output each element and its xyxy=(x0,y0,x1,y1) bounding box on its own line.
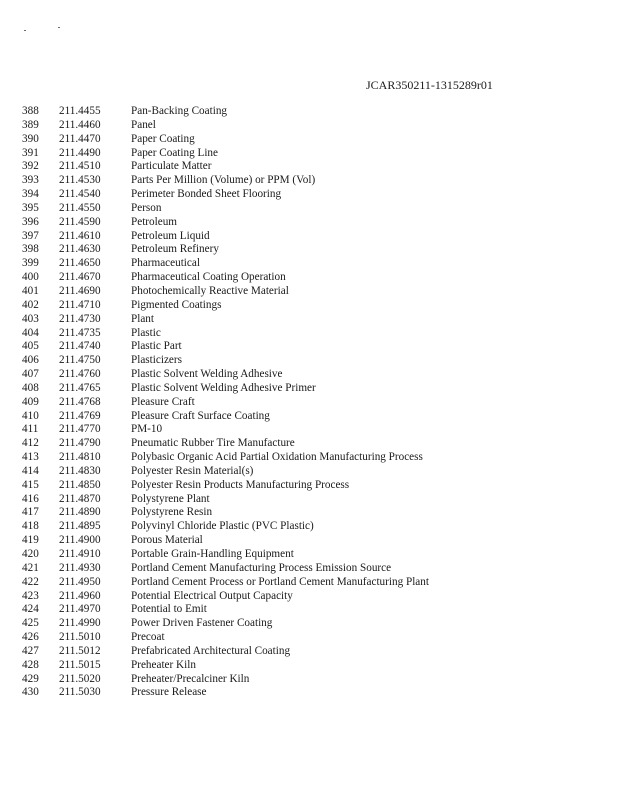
defined-term: Prefabricated Architectural Coating xyxy=(131,644,291,657)
row-number: 394 xyxy=(22,188,39,201)
defined-term: Preheater/Precalciner Kiln xyxy=(131,672,250,685)
list-item xyxy=(22,451,602,465)
defined-term: Parts Per Million (Volume) or PPM (Vol) xyxy=(131,174,316,187)
row-number: 414 xyxy=(22,464,39,477)
list-item xyxy=(22,368,602,382)
list-item xyxy=(22,437,602,451)
row-number: 418 xyxy=(22,520,39,533)
defined-term: Petroleum Refinery xyxy=(131,243,219,256)
section-number: 211.4735 xyxy=(59,326,101,339)
row-number: 425 xyxy=(22,617,39,630)
section-number: 211.4930 xyxy=(59,561,101,574)
section-number: 211.4740 xyxy=(59,340,101,353)
list-item xyxy=(22,188,602,202)
defined-term: Pharmaceutical Coating Operation xyxy=(131,271,286,284)
list-item xyxy=(22,548,602,562)
section-number: 211.4690 xyxy=(59,284,101,297)
list-item xyxy=(22,479,602,493)
row-number: 411 xyxy=(22,423,39,436)
defined-term: Pan-Backing Coating xyxy=(131,105,228,117)
section-number: 211.4710 xyxy=(59,298,101,311)
section-number: 211.4970 xyxy=(59,603,101,616)
list-item xyxy=(22,410,602,424)
row-number: 415 xyxy=(22,478,39,491)
row-number: 398 xyxy=(22,243,39,256)
section-number: 211.4830 xyxy=(59,464,101,477)
section-number: 211.4870 xyxy=(59,492,101,505)
defined-term: Potential Electrical Output Capacity xyxy=(131,589,293,602)
defined-term: Polyester Resin Material(s) xyxy=(131,464,254,477)
row-number: 390 xyxy=(22,132,39,145)
list-item xyxy=(22,562,602,576)
defined-term: Paper Coating Line xyxy=(131,146,218,159)
scan-speck xyxy=(24,30,26,31)
list-item xyxy=(22,216,602,230)
row-number: 403 xyxy=(22,312,39,325)
list-item xyxy=(22,285,602,299)
list-item xyxy=(22,534,602,548)
section-number: 211.4550 xyxy=(59,201,101,214)
section-number: 211.4790 xyxy=(59,437,101,450)
row-number: 417 xyxy=(22,506,39,519)
defined-term: Porous Material xyxy=(131,534,203,547)
row-number: 429 xyxy=(22,672,39,685)
defined-term: Photochemically Reactive Material xyxy=(131,284,289,297)
section-number: 211.4530 xyxy=(59,174,101,187)
defined-term: Polybasic Organic Acid Partial Oxidation Manufacturing Process xyxy=(131,451,423,464)
defined-term: Power Driven Fastener Coating xyxy=(131,617,273,630)
list-item xyxy=(22,257,602,271)
list-item xyxy=(22,465,602,479)
list-item xyxy=(22,230,602,244)
row-number: 421 xyxy=(22,561,39,574)
list-item xyxy=(22,576,602,590)
list-item xyxy=(22,299,602,313)
defined-term: Preheater Kiln xyxy=(131,658,196,671)
row-number: 410 xyxy=(22,409,39,422)
row-number: 399 xyxy=(22,257,39,270)
section-number: 211.4460 xyxy=(59,118,101,131)
section-number: 211.4960 xyxy=(59,589,101,602)
list-item xyxy=(22,160,602,174)
section-number: 211.5010 xyxy=(59,631,101,644)
defined-term: Particulate Matter xyxy=(131,160,212,173)
row-number: 412 xyxy=(22,437,39,450)
row-number: 416 xyxy=(22,492,39,505)
section-number: 211.4760 xyxy=(59,368,101,381)
defined-term: Portland Cement Manufacturing Process Emission Source xyxy=(131,561,392,574)
list-item xyxy=(22,340,602,354)
row-number: 393 xyxy=(22,174,39,187)
list-item xyxy=(22,354,602,368)
row-number: 396 xyxy=(22,215,39,228)
row-number: 388 xyxy=(22,105,39,117)
list-item xyxy=(22,271,602,285)
list-item xyxy=(22,645,602,659)
section-number: 211.4730 xyxy=(59,312,101,325)
list-item xyxy=(22,423,602,437)
row-number: 392 xyxy=(22,160,39,173)
row-number: 426 xyxy=(22,631,39,644)
list-item xyxy=(22,119,602,133)
section-number: 211.4769 xyxy=(59,409,101,422)
section-number: 211.4770 xyxy=(59,423,101,436)
row-number: 408 xyxy=(22,381,39,394)
list-item xyxy=(22,396,602,410)
section-number: 211.4765 xyxy=(59,381,101,394)
defined-term: Perimeter Bonded Sheet Flooring xyxy=(131,188,282,201)
row-number: 405 xyxy=(22,340,39,353)
defined-term: Plastic Solvent Welding Adhesive Primer xyxy=(131,381,316,394)
list-item xyxy=(22,174,602,188)
section-number: 211.4900 xyxy=(59,534,101,547)
defined-term: Plastic Part xyxy=(131,340,182,353)
row-number: 420 xyxy=(22,548,39,560)
defined-term: Plastic xyxy=(131,326,161,339)
list-item xyxy=(22,603,602,617)
section-number: 211.5015 xyxy=(59,658,101,671)
section-number: 211.4455 xyxy=(59,105,101,117)
defined-term: Polyester Resin Products Manufacturing Process xyxy=(131,478,350,491)
section-number: 211.4590 xyxy=(59,215,101,228)
row-number: 391 xyxy=(22,146,39,159)
row-number: 409 xyxy=(22,395,39,408)
definitions-list xyxy=(22,105,602,700)
list-item xyxy=(22,520,602,534)
row-number: 400 xyxy=(22,271,39,284)
row-number: 424 xyxy=(22,603,39,616)
defined-term: Pleasure Craft xyxy=(131,395,195,408)
section-number: 211.4490 xyxy=(59,146,101,159)
defined-term: Precoat xyxy=(131,631,165,644)
defined-term: PM-10 xyxy=(131,423,163,436)
row-number: 423 xyxy=(22,589,39,602)
row-number: 427 xyxy=(22,644,39,657)
defined-term: Polystyrene Plant xyxy=(131,492,210,505)
list-item xyxy=(22,686,602,700)
defined-term: Petroleum xyxy=(131,215,177,228)
defined-term: Potential to Emit xyxy=(131,603,207,616)
section-number: 211.4850 xyxy=(59,478,101,491)
row-number: 407 xyxy=(22,368,39,381)
defined-term: Paper Coating xyxy=(131,132,195,145)
section-number: 211.5012 xyxy=(59,644,101,657)
section-number: 211.5030 xyxy=(59,686,101,699)
row-number: 389 xyxy=(22,118,39,131)
row-number: 401 xyxy=(22,284,39,297)
section-number: 211.4540 xyxy=(59,188,101,201)
section-number: 211.4610 xyxy=(59,229,101,242)
defined-term: Plant xyxy=(131,312,154,325)
section-number: 211.4670 xyxy=(59,271,101,284)
list-item xyxy=(22,327,602,341)
defined-term: Pneumatic Rubber Tire Manufacture xyxy=(131,437,295,450)
defined-term: Petroleum Liquid xyxy=(131,229,210,242)
scan-speck xyxy=(58,27,60,28)
row-number: 402 xyxy=(22,298,39,311)
row-number: 397 xyxy=(22,229,39,242)
section-number: 211.4750 xyxy=(59,354,101,367)
section-number: 211.4510 xyxy=(59,160,101,173)
section-number: 211.4890 xyxy=(59,506,101,519)
section-number: 211.4470 xyxy=(59,132,101,145)
defined-term: Pharmaceutical xyxy=(131,257,200,270)
section-number: 211.4990 xyxy=(59,617,101,630)
section-number: 211.4810 xyxy=(59,451,101,464)
row-number: 419 xyxy=(22,534,39,547)
list-item xyxy=(22,506,602,520)
defined-term: Polyvinyl Chloride Plastic (PVC Plastic) xyxy=(131,520,314,533)
section-number: 211.4950 xyxy=(59,575,101,588)
defined-term: Plastic Solvent Welding Adhesive xyxy=(131,368,283,381)
defined-term: Polystyrene Resin xyxy=(131,506,213,519)
list-item xyxy=(22,590,602,604)
defined-term: Panel xyxy=(131,118,156,131)
row-number: 422 xyxy=(22,575,39,588)
defined-term: Plasticizers xyxy=(131,354,182,367)
row-number: 413 xyxy=(22,451,39,464)
row-number: 404 xyxy=(22,326,39,339)
defined-term: Person xyxy=(131,201,162,214)
list-item xyxy=(22,659,602,673)
section-number: 211.4650 xyxy=(59,257,101,270)
defined-term: Pigmented Coatings xyxy=(131,298,222,311)
section-number: 211.4630 xyxy=(59,243,101,256)
defined-term: Pleasure Craft Surface Coating xyxy=(131,409,270,422)
document-id: JCAR350211-1315289r01 xyxy=(366,78,493,92)
section-number: 211.4768 xyxy=(59,395,101,408)
list-item xyxy=(22,313,602,327)
list-item xyxy=(22,617,602,631)
defined-term: Portable Grain-Handling Equipment xyxy=(131,548,294,560)
row-number: 395 xyxy=(22,201,39,214)
row-number: 428 xyxy=(22,658,39,671)
section-number: 211.4895 xyxy=(59,520,101,533)
defined-term: Pressure Release xyxy=(131,686,207,699)
row-number: 430 xyxy=(22,686,39,699)
list-item xyxy=(22,493,602,507)
list-item xyxy=(22,382,602,396)
list-item xyxy=(22,202,602,216)
defined-term: Portland Cement Process or Portland Cement Manufacturing Plant xyxy=(131,575,429,588)
section-number: 211.4910 xyxy=(59,548,101,560)
list-item xyxy=(22,105,602,119)
list-item xyxy=(22,133,602,147)
list-item xyxy=(22,243,602,257)
list-item xyxy=(22,631,602,645)
section-number: 211.5020 xyxy=(59,672,101,685)
list-item xyxy=(22,673,602,687)
list-item xyxy=(22,147,602,161)
row-number: 406 xyxy=(22,354,39,367)
